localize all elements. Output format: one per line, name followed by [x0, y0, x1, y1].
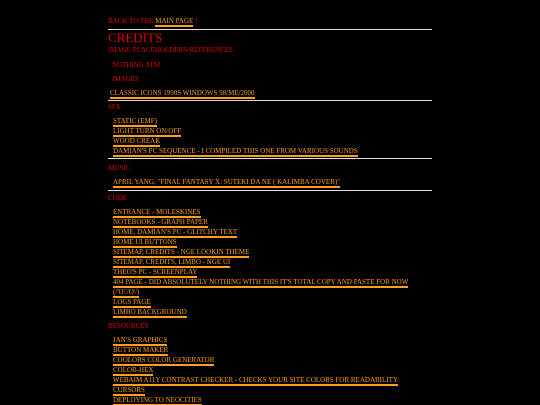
- code-item: [113, 308, 187, 316]
- resource-link[interactable]: COLOR-HEX: [113, 366, 154, 374]
- resource-item: [113, 386, 145, 394]
- code-item: [113, 298, 151, 306]
- code-item: [113, 248, 249, 256]
- code-link[interactable]: 404 PAGE - DID ABSOLUTELY NOTHING WITH THIS IT'S TOTAL COPY AND PASTE FOR NOW (/'O\'/O\'): [113, 278, 409, 296]
- resource-item: [113, 356, 214, 364]
- sfx-item: [113, 137, 160, 145]
- resource-link[interactable]: COOLORS COLOR GENERATOR: [113, 356, 215, 364]
- code-item: [113, 258, 230, 266]
- resource-item: [113, 376, 398, 384]
- music-link[interactable]: APRIL YANG, "FINAL FANTASY X: SUTEKI DA NE ( KALIMBA COVER)": [113, 178, 341, 186]
- resource-link[interactable]: WEBAIM A11Y CONTRAST CHECKER - CHECKS YOUR SITE COLORS FOR READABILITY: [113, 376, 398, 384]
- code-item: [113, 208, 201, 216]
- section-heading-code: CODE: [108, 194, 128, 202]
- code-item: [113, 268, 197, 276]
- back-suffix: !: [195, 17, 198, 25]
- sfx-link[interactable]: DAMIAN'S PC SEQUENCE - I COMPILED THIS ONE FROM VARIOUS SOUNDS: [113, 147, 358, 155]
- code-link[interactable]: HOME UI BUTTONS: [113, 238, 177, 246]
- sfx-item: [113, 147, 358, 155]
- section-heading-images-refs: IMAGE PLACEHOLDERS/REFERENCES: [108, 46, 234, 54]
- code-item: [113, 277, 423, 297]
- resource-item: [113, 396, 202, 404]
- code-link[interactable]: SITEMAP, CREDITS - NGE LOOKIN THEME: [113, 248, 250, 256]
- sfx-link[interactable]: STATIC (EMF): [113, 117, 157, 125]
- section-heading-music: MUSIC: [108, 164, 131, 172]
- sfx-item: [113, 127, 181, 135]
- code-link[interactable]: HOME, DAMIAN'S PC - GLITCHY TEXT: [113, 228, 238, 236]
- images-credit-link[interactable]: CLASSIC ICONS 1990S WINDOWS 98/ME/2000: [110, 89, 255, 97]
- page-title: CREDITS: [108, 30, 163, 45]
- sfx-item: [113, 117, 157, 125]
- resource-link[interactable]: CURSORS: [113, 386, 145, 394]
- code-item: [113, 228, 237, 236]
- placeholder-text: NOTHING ATM: [112, 61, 161, 69]
- resource-link[interactable]: BUTTON MAKER: [113, 346, 169, 354]
- code-item: [113, 238, 177, 246]
- code-link[interactable]: NOTEBOOKS - GRAPH PAPER: [113, 218, 208, 226]
- code-link[interactable]: THEO'S PC - SCREENPLAY: [113, 268, 198, 276]
- section-heading-resources: RESOURCES: [108, 322, 149, 330]
- code-link[interactable]: ENTRANCE - MOLESKINES: [113, 208, 201, 216]
- back-to-main: [108, 17, 197, 25]
- divider: [108, 100, 432, 101]
- resource-item: [113, 346, 168, 354]
- back-prefix: BACK TO THE: [108, 17, 154, 25]
- code-item: [113, 218, 208, 226]
- section-heading-sfx: SFX: [108, 103, 121, 111]
- divider: [108, 158, 432, 159]
- resource-item: [113, 366, 153, 374]
- sfx-link[interactable]: LIGHT TURN ON/OFF: [113, 127, 182, 135]
- resource-item: [113, 336, 167, 344]
- images-label: IMAGES: [112, 75, 139, 83]
- music-item: [113, 178, 340, 186]
- divider: [108, 190, 432, 191]
- code-link[interactable]: LOGS PAGE: [113, 298, 151, 306]
- sfx-link[interactable]: WOOD CREAK: [113, 137, 161, 145]
- code-link[interactable]: LIMBO BACKGROUND: [113, 308, 187, 316]
- images-credit: [110, 89, 255, 97]
- resource-link[interactable]: DEPLOYING TO NEOCITIES: [113, 396, 202, 404]
- main-page-link[interactable]: MAIN PAGE: [155, 17, 194, 25]
- code-link[interactable]: SITEMAP, CREDITS, LIMBO - NGE UI: [113, 258, 231, 266]
- resource-link[interactable]: JAN'S GRAPHICS: [113, 336, 168, 344]
